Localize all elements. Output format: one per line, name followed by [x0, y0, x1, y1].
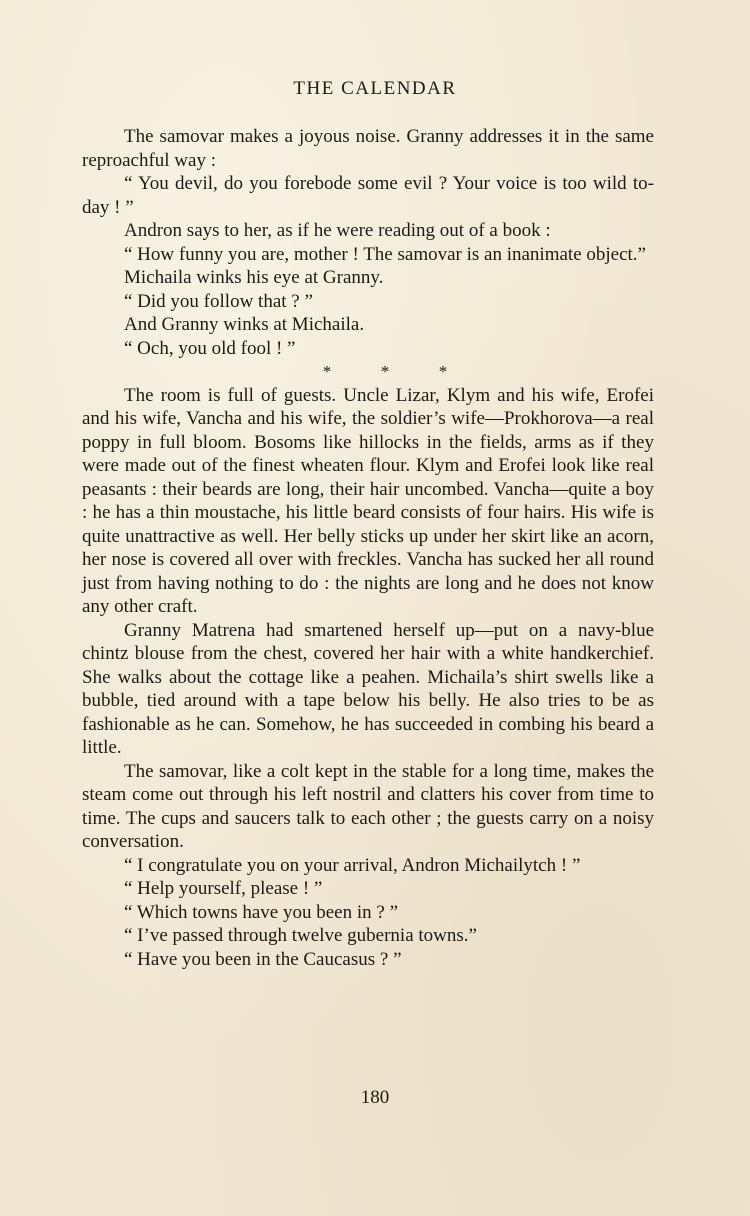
paragraph: “ Help yourself, please ! ”: [124, 878, 323, 899]
asterisk: *: [380, 362, 390, 381]
paragraph: The room is full of guests. Uncle Lizar, Klym and his wife, Erofei and his wife, Vancha and his wife, the soldier’s wife—Prokhorova—a real poppy in full bloom. Bosoms like hillocks in the fields, arms as if they were made out of the finest wheaten flour. Klym and Erofei look like real peasants : their beards are long, their hair uncombed. Vancha—quite a boy : he has a thin moustache, his little beard consists of four hairs. His wife is quite unattractive as well. Her belly sticks up under her skirt like an acorn, her nose is covered all over with freckles. Vancha has sucked her all round just from having nothing to do : the nights are long and he does not know any other craft.: [82, 384, 654, 617]
paragraph: “ Have you been in the Caucasus ? ”: [124, 948, 402, 970]
paragraph: Granny Matrena had smartened herself up—put on a navy-blue chintz blouse from the chest, covered her hair with a white handkerchief. She walks about the cottage like a peahen. Michaila’s shirt swells like a bubble, tied around with a tape below his belly. He also tries to be as fashionable as he can. Somehow, he has succeeded in combing his beard a little.: [82, 619, 654, 758]
paragraph: “ Did you follow that ? ”: [124, 290, 313, 312]
asterisk: *: [322, 362, 332, 381]
paragraph: “ Which towns have you been in ? ”: [124, 901, 399, 923]
section-separator: [82, 360, 654, 384]
paragraph: The samovar, like a colt kept in the stable for a long time, makes the steam come out through his left nostril and clatters his cover from time to time. The cups and saucers talk to each other ; the guests carry on a noisy conversation.: [82, 760, 654, 852]
paragraph: “ Och, you old fool ! ”: [124, 337, 296, 359]
paragraph: The samovar makes a joyous noise. Granny addresses it in the same reproachful way :: [82, 126, 654, 171]
page-number: 180: [360, 1087, 390, 1108]
paragraph: Michaila winks his eye at Granny.: [124, 267, 384, 288]
paragraph: Andron says to her, as if he were reading out of a book :: [124, 220, 551, 241]
paragraph: “ I congratulate you on your arrival, Andron Michailytch ! ”: [124, 854, 581, 876]
paragraph: “ I’ve passed through twelve gubernia towns.”: [124, 925, 477, 946]
paragraph: And Granny winks at Michaila.: [124, 314, 365, 335]
paragraph: “ You devil, do you forebode some evil ? Your voice is too wild to-day ! ”: [82, 173, 654, 218]
running-head: THE CALENDAR: [293, 78, 457, 99]
paragraph: “ How funny you are, mother ! The samovar is an inanimate object.”: [124, 243, 646, 265]
asterisk: *: [438, 362, 448, 381]
body-text: [82, 125, 654, 971]
